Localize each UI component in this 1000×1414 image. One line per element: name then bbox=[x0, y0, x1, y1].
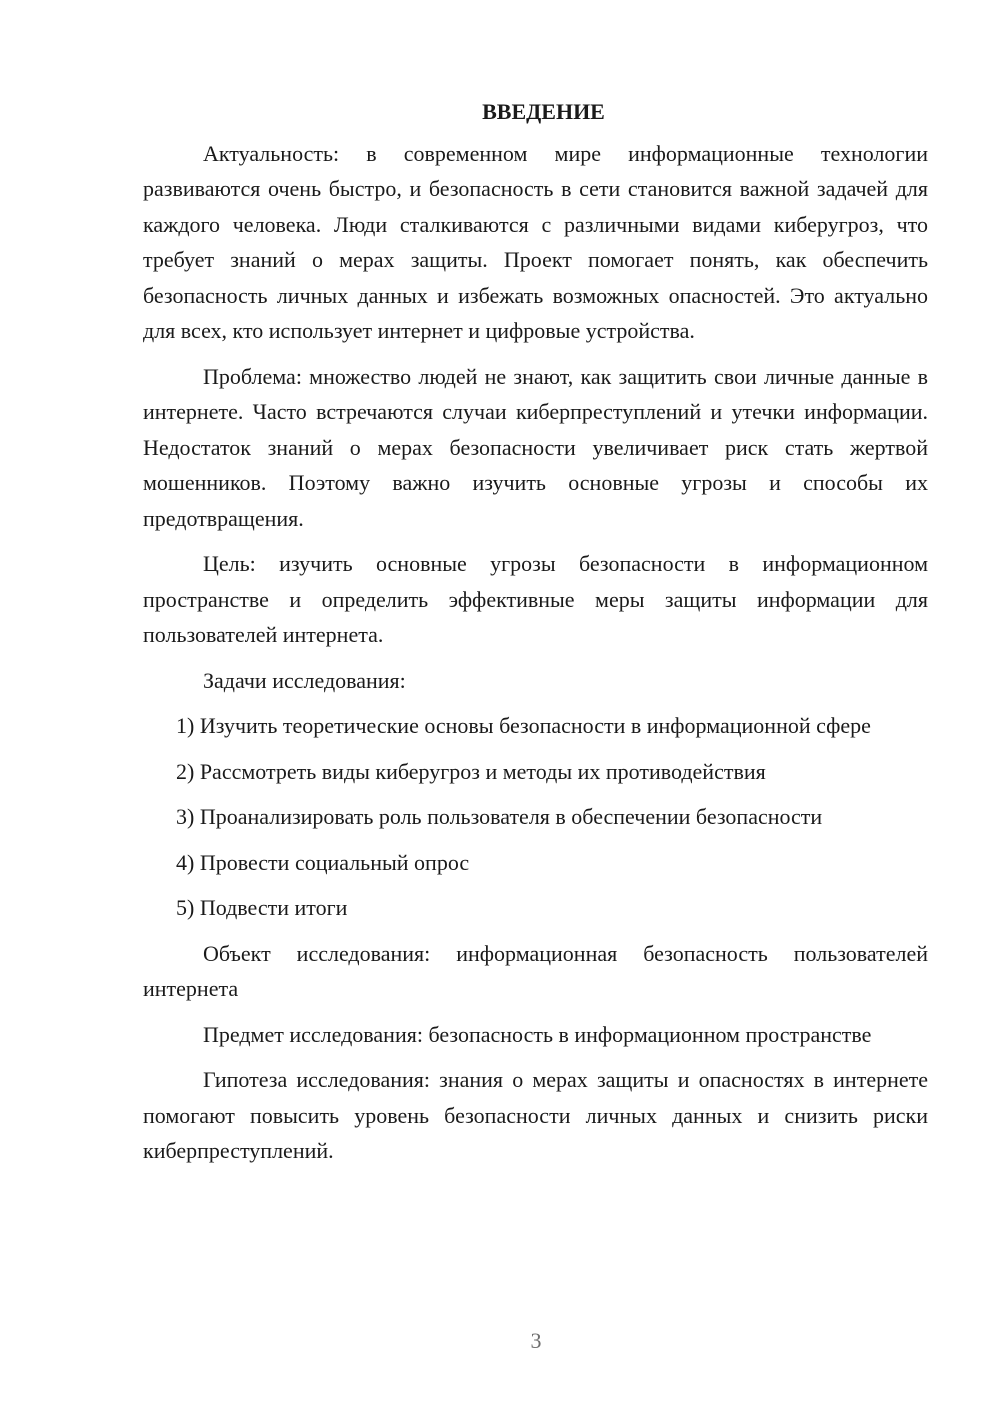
subject-paragraph: Предмет исследования: безопасность в информационном пространстве bbox=[203, 1021, 872, 1047]
page-content bbox=[143, 94, 928, 1179]
relevance-paragraph: Актуальность: в современном мире информационные технологии развиваются очень быстро, и безопасность в сети становится важной задачей для каждого человека. Люди сталкиваются с различными видами киберугроз, что требует знаний о мерах защиты. Проект помогает понять, как обеспечить безопасность личных данных и избежать возможных опасностей. Это актуально для всех, кто использует интернет и цифровые устройства. bbox=[143, 140, 928, 343]
section-heading: ВВЕДЕНИЕ bbox=[482, 99, 605, 124]
task-item-5: 5) Подвести итоги bbox=[176, 895, 348, 920]
problem-paragraph: Проблема: множество людей не знают, как защитить свои личные данные в интернете. Часто встречаются случаи киберпреступлений и утечки информации. Недостаток знаний о мерах безопасности увеличивает риск стать жертвой мошенников. Поэтому важно изучить основные угрозы и способы их предотвращения. bbox=[143, 363, 928, 531]
page-number: 3 bbox=[530, 1328, 542, 1353]
object-paragraph: Объект исследования: информационная безопасность пользователей интернета bbox=[143, 940, 928, 1001]
task-item-1: 1) Изучить теоретические основы безопасности в информационной сфере bbox=[176, 713, 871, 738]
goal-paragraph: Цель: изучить основные угрозы безопасности в информационном пространстве и определить эффективные меры защиты информации для пользователей интернета. bbox=[143, 551, 928, 647]
tasks-heading: Задачи исследования: bbox=[203, 667, 406, 693]
task-item-2: 2) Рассмотреть виды киберугроз и методы их противодействия bbox=[176, 758, 766, 784]
task-item-4: 4) Провести социальный опрос bbox=[176, 849, 470, 875]
hypothesis-paragraph: Гипотеза исследования: знания о мерах защиты и опасностях в интернете помогают повысить уровень безопасности личных данных и снизить риски киберпреступлений. bbox=[143, 1067, 928, 1163]
task-item-3: 3) Проанализировать роль пользователя в обеспечении безопасности bbox=[176, 804, 823, 829]
